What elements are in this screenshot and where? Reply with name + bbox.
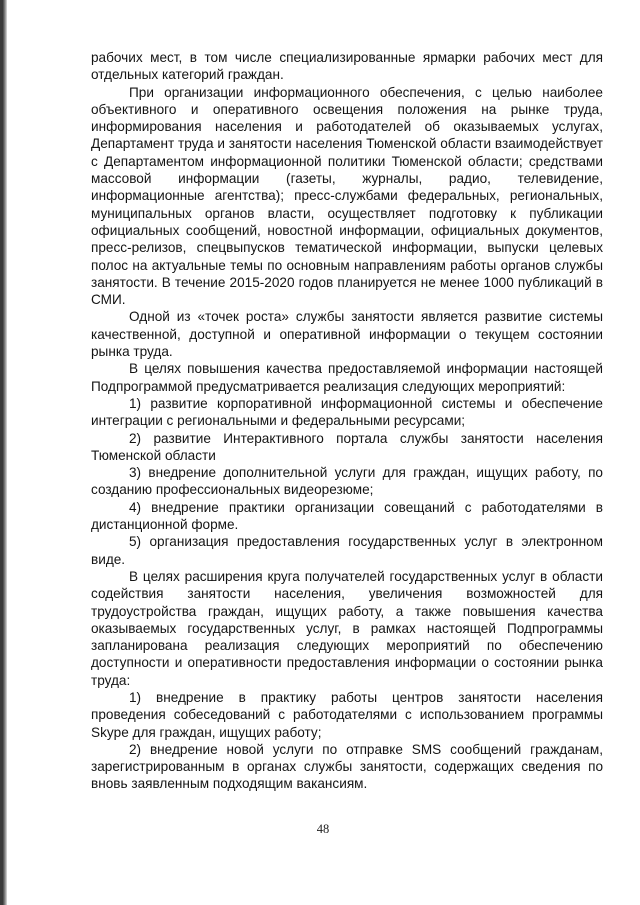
- paragraph-expanding-recipients: В целях расширения круга получателей государственных услуг в области содействия занятости населения, увеличения возможностей для трудоустройства граждан, ищущих работу, а также повышения качества оказываемых государственных услуг, в рамках настоящей Подпрограммы запланирована реализация следующих мероприятий по обеспечению доступности и оперативности предоставления информации о состоянии рынка труда:: [91, 568, 603, 688]
- list-item-4: 4) внедрение практики организации совещаний с работодателями в дистанционной форме.: [91, 499, 603, 533]
- list-item-second-1: 1) внедрение в практику работы центров занятости населения проведения собеседований с работодателями с использованием программы Skype для граждан, ищущих работу;: [91, 689, 603, 740]
- paragraph-continuation: рабочих мест, в том числе специализированные ярмарки рабочих мест для отдельных категорий граждан.: [91, 50, 603, 83]
- list-item-second-2: 2) внедрение новой услуги по отправке SMS сообщений гражданам, зарегистрированным в органах службы занятости, содержащих сведения по вновь заявленным подходящим вакансиям.: [91, 741, 603, 792]
- paragraph-information-support: При организации информационного обеспечения, с целью наиболее объективного и оперативного освещения положения на рынке труда, информирования населения и работодателей об оказываемых услугах, Департамент труда и занятости населения Тюменской области взаимодействует с Департаментом информационной политики Тюменской области; средствами массовой информации (газеты, журналы, радио, телевидение, информационные агентства); пресс-службами федеральных, региональных, муниципальных органов власти, осуществляет подготовку к публикации официальных сообщений, новостной информации, официальных документов, пресс-релизов, спецвыпусков тематической информации, выпуски целевых полос на актуальные темы по основным направлениям работы органов службы занятости. В течение 2015-2020 годов планируется не менее 1000 публикаций в СМИ.: [91, 84, 603, 308]
- page-number: 48: [316, 822, 330, 836]
- scan-edge-shadow: [3, 0, 7, 905]
- paragraph-growth-points: Одной из «точек роста» службы занятости является развитие системы качественной, доступной и оперативной информации о текущем состоянии рынка труда.: [91, 309, 603, 360]
- list-item-3: 3) внедрение дополнительной услуги для граждан, ищущих работу, по созданию профессиональных видеорезюме;: [91, 465, 603, 498]
- list-item-2: 2) развитие Интерактивного портала службы занятости населения Тюменской области: [91, 430, 603, 463]
- document-body: [91, 49, 603, 793]
- list-item-1: 1) развитие корпоративной информационной системы и обеспечение интеграции с региональными и федеральными ресурсами;: [91, 395, 603, 429]
- paragraph-quality-measures: В целях повышения качества предоставляемой информации настоящей Подпрограммой предусматривается реализация следующих мероприятий:: [91, 361, 603, 394]
- list-item-5: 5) организация предоставления государственных услуг в электронном виде.: [91, 534, 603, 567]
